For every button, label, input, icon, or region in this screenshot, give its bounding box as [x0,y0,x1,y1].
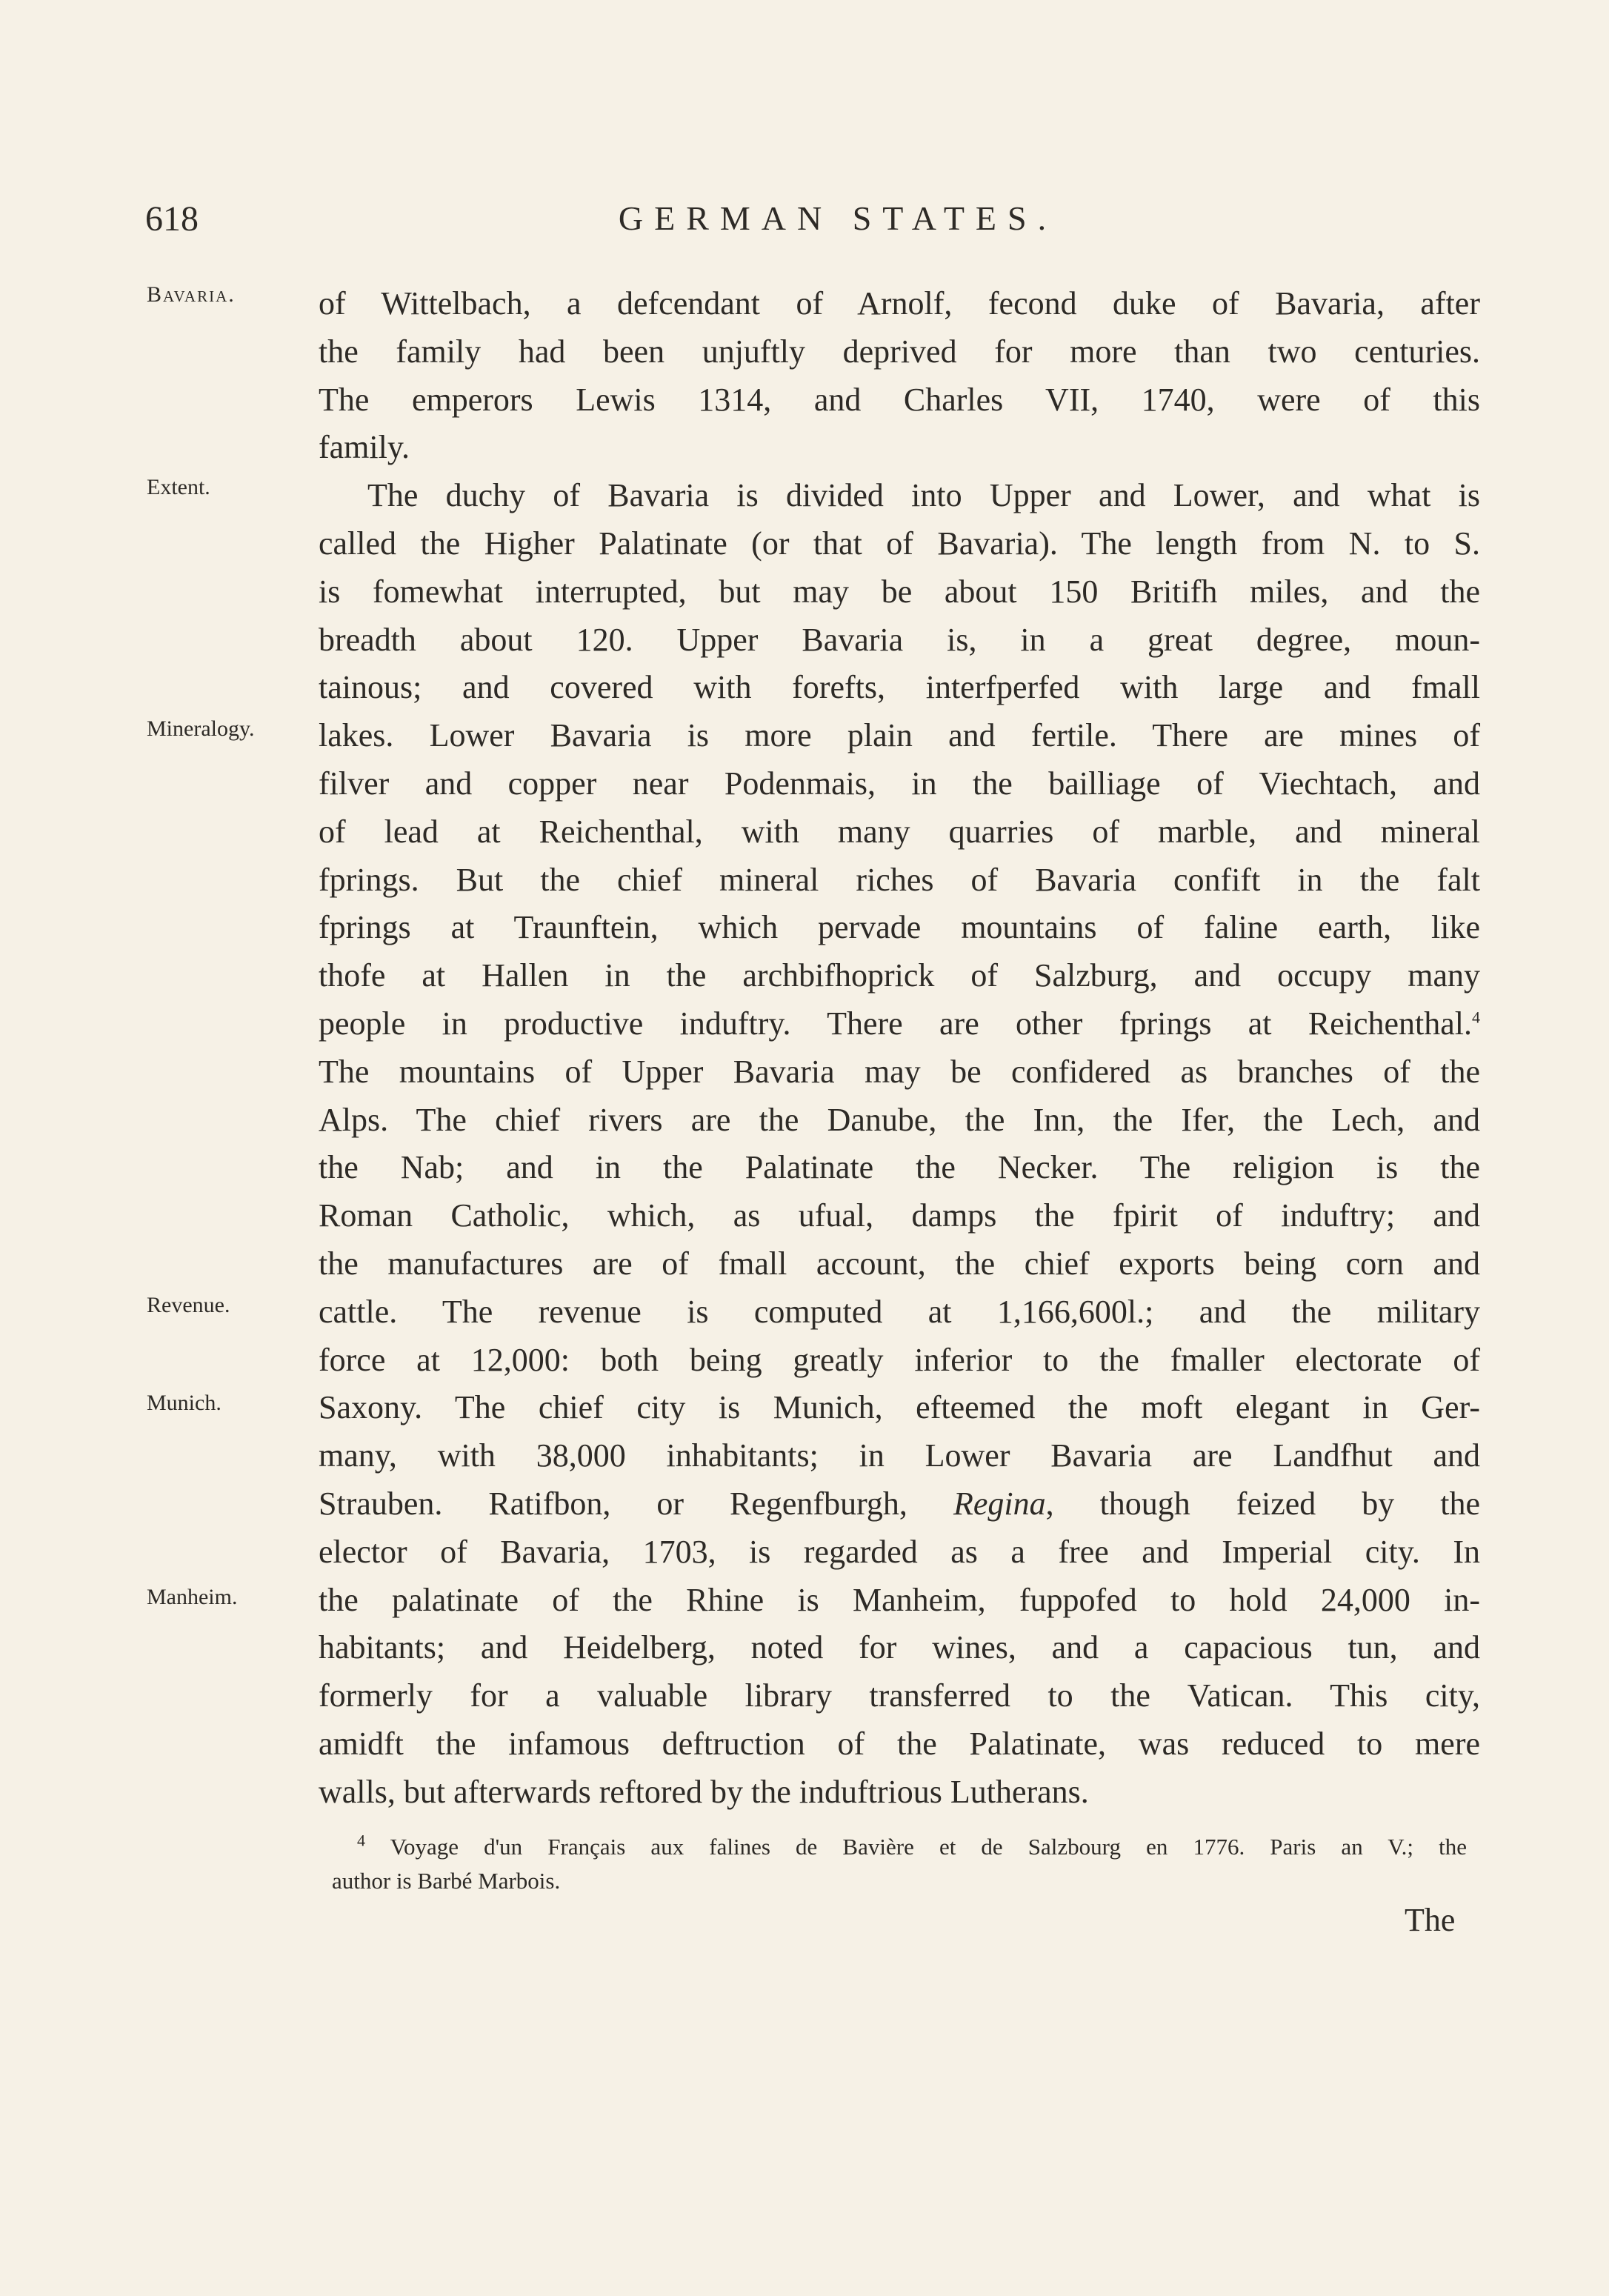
text-line: tainous; and covered with forefts, interfperfed with large and fmall [319,669,1480,706]
text-line: habitants; and Heidelberg, noted for wines, and a capacious tun, and [319,1629,1480,1666]
text-line: The mountains of Upper Bavaria may be confidered as branches of the [319,1053,1480,1090]
text-line [319,1480,1480,1528]
text-line: force at 12,000: both being greatly inferior to the fmaller electorate of [319,1341,1480,1378]
sidenote-manheim: Manheim. [147,1585,238,1609]
text-line: thofe at Hallen in the archbifhoprick of Salzburg, and occupy many [319,957,1480,994]
text-line: Alps. The chief rivers are the Danube, the Inn, the Ifer, the Lech, and [319,1101,1480,1138]
text-line: breadth about 120. Upper Bavaria is, in a great degree, moun- [319,621,1480,658]
text-line: Saxony. The chief city is Munich, efteemed the moft elegant in Ger- [319,1389,1480,1426]
text-line: formerly for a valuable library transferred to the Vatican. This city, [319,1677,1480,1714]
sidenote-munich: Munich. [147,1391,221,1415]
line-text-end: , though feized by the [1045,1485,1480,1522]
text-line: the Nab; and in the Palatinate the Necker. The religion is the [319,1149,1480,1186]
running-head: GERMAN STATES. [618,199,1058,237]
text-line: cattle. The revenue is computed at 1,166,600l.; and the military [319,1293,1480,1330]
text-line [319,1000,1480,1048]
italic-regina: Regina [953,1485,1046,1522]
catchword: The [1405,1902,1456,1938]
text-line: the palatinate of the Rhine is Manheim, fuppofed to hold 24,000 in- [319,1581,1480,1618]
text-line: many, with 38,000 inhabitants; in Lower Bavaria are Landfhut and [319,1437,1480,1474]
sidenote-extent: Extent. [147,475,210,499]
text-line: Roman Catholic, which, as ufual, damps the fpirit of induftry; and [319,1197,1480,1234]
line-text: people in productive induftry. There are other fprings at Reichenthal. [319,1005,1472,1042]
text-line: fprings at Traunftein, which pervade mountains of faline earth, like [319,909,1480,946]
text-line: the manufactures are of fmall account, the chief exports being corn and [319,1245,1480,1282]
text-line: of Wittelbach, a defcendant of Arnolf, fecond duke of Bavaria, after [319,285,1480,322]
footnote [332,1830,1467,1898]
page-number: 618 [145,199,199,239]
text-line: is fomewhat interrupted, but may be about 150 Britifh miles, and the [319,573,1480,610]
text-line: family. [319,429,410,466]
text-line: fprings. But the chief mineral riches of Bavaria confift in the falt [319,861,1480,898]
footnote-marker: 4 [357,1831,365,1850]
text-line: called the Higher Palatinate (or that of Bavaria). The length from N. to S. [319,525,1480,562]
text-line: walls, but afterwards reftored by the induftrious Lutherans. [319,1773,1089,1810]
text-line: amidft the infamous deftruction of the Palatinate, was reduced to mere [319,1725,1480,1762]
line-text: Strauben. Ratifbon, or Regenfburgh, [319,1485,907,1522]
footnote-line [332,1830,1467,1864]
text-line: elector of Bavaria, 1703, is regarded as a free and Imperial city. In [319,1533,1480,1570]
body-text [319,280,1480,1817]
text-line: The emperors Lewis 1314, and Charles VII, 1740, were of this [319,381,1480,418]
sidenote-revenue: Revenue. [147,1293,230,1317]
text-line: filver and copper near Podenmais, in the bailliage of Viechtach, and [319,765,1480,802]
footnote-line: author is Barbé Marbois. [332,1868,561,1894]
page-header [145,199,1486,243]
text-line: lakes. Lower Bavaria is more plain and fertile. There are mines of [319,717,1480,754]
text-line: of lead at Reichenthal, with many quarries of marble, and mineral [319,813,1480,850]
text-line: the family had been unjuftly deprived for more than two centuries. [319,333,1480,370]
paragraph-start-line: The duchy of Bavaria is divided into Upper and Lower, and what is [367,477,1480,514]
sidenote-mineralogy: Mineralogy. [147,716,255,741]
footnote-reference: 4 [1472,1008,1480,1027]
sidenote-bavaria: Bavaria. [147,282,236,307]
footnote-text: Voyage d'un Français aux falines de Bavière et de Salzbourg en 1776. Paris an V.; the [390,1834,1467,1860]
